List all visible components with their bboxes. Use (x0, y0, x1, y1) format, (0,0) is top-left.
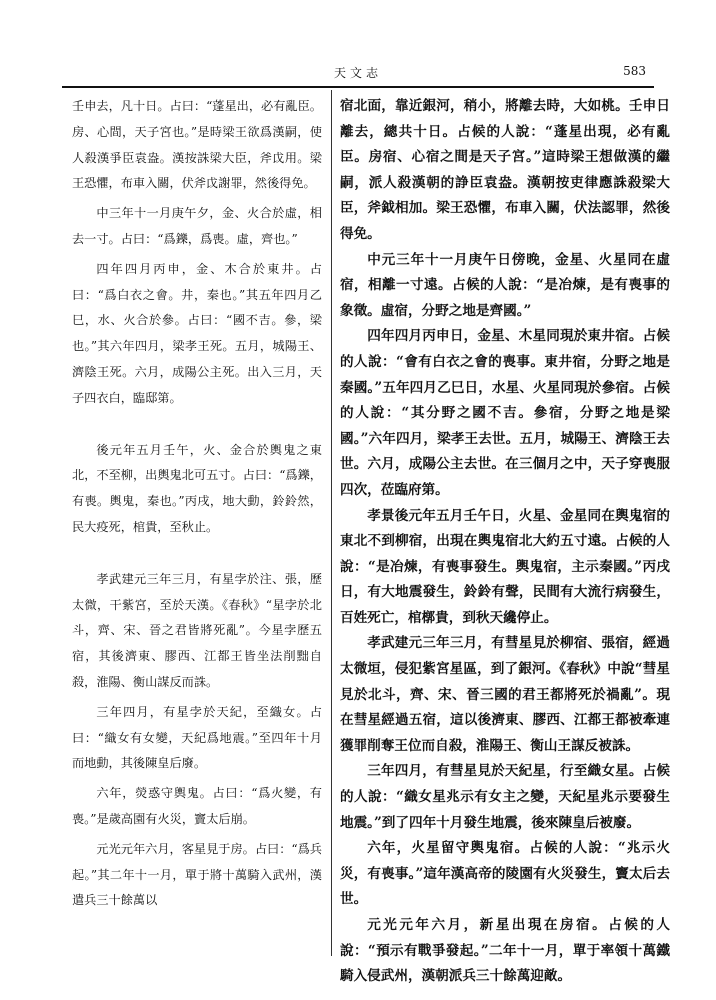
translation-paragraph-3: 四年四月丙申日，金星、木星同現於東井宿。占候的人說：“會有白衣之會的喪事。東井宿，分野之地是秦國。”五年四月乙巳日，水星、火星同現於參宿。占候的人說：“其分野之國不吉。參宿，分野之地是梁國。”六年四月，梁孝王去世。五月，城陽王、濟陰王去世。六月，成陽公主去世。在三個月之中，天子穿喪服四次，莅臨府第。 (340, 328, 670, 498)
translation-paragraph-5: 孝武建元三年三月，有彗星見於柳宿、張宿，經過太微垣，侵犯紫宮星區，到了銀河。《春秋》中說“彗星見於北斗，齊、宋、晉三國的君王都將死於禍亂”。現在彗星經過五宿，這以後濟東、膠西、江都王都被牽連獲罪削奪王位而自殺，淮陽王、衡山王謀反被誅。 (340, 635, 670, 754)
translation-paragraph-2: 中元三年十一月庚午日傍晚，金星、火星同在虛宿，相離一寸遠。占候的人說：“是冶煉，是有喪事的象徵。虛宿，分野之地是齊國。” (340, 251, 670, 319)
header-rule (62, 86, 654, 88)
classical-text-column (72, 94, 322, 914)
classical-paragraph-7: 六年，熒惑守輿鬼。占曰：“爲火變，有喪。”是歲高園有火災，竇太后崩。 (72, 786, 322, 826)
translation-paragraph-7: 六年，火星留守輿鬼宿。占候的人說：“兆示火災，有喪事。”這年漢高帝的陵園有火災發生，竇太后去世。 (340, 840, 670, 908)
classical-paragraph-6: 三年四月，有星孛於天紀，至織女。占曰：“織女有女變，天紀爲地震。”至四年十月而地動，其後陳皇后廢。 (72, 704, 322, 771)
running-header-title: 天文志 (333, 66, 382, 80)
classical-paragraph-8: 元光元年六月，客星見于房。占曰：“爲兵起。”其二年十一月，單于將十萬騎入武州，漢遣兵三十餘萬以 (72, 841, 322, 908)
classical-paragraph-5: 孝武建元三年三月，有星孛於注、張，歷太微，干紫宮，至於天漢。《春秋》“星孛於北斗，齊、宋、晉之君皆將死亂”。今星孛歷五宿，其後濟東、膠西、江都王皆坐法削黜自殺，淮陽、衡山謀反而誅。 (72, 571, 322, 689)
column-divider (331, 90, 332, 956)
translation-paragraph-8: 元光元年六月，新星出現在房宿。占候的人說：“預示有戰爭發起。”二年十一月，單于率領十萬鐵騎入侵武州，漢朝派兵三十餘萬迎敵。 (340, 917, 670, 985)
page-number: 583 (623, 64, 646, 78)
translation-column (340, 94, 670, 990)
translation-paragraph-4: 孝景後元年五月壬午日，火星、金星同在輿鬼宿的東北不到柳宿，出現在輿鬼宿北大約五寸遠。占候的人說：“是冶煉，有喪事發生。輿鬼宿，主示秦國。”丙戌日，有大地震發生，鈴鈴有聲，民間有大流行病發生，百姓死亡，棺槨貴，到秋天纔停止。 (340, 507, 670, 626)
translation-paragraph-6: 三年四月，有彗星見於天紀星，行至織女星。占候的人說：“織女星兆示有女主之變，天紀星兆示要發生地震。”到了四年十月發生地震，後來陳皇后被廢。 (340, 763, 670, 831)
classical-paragraph-4: 後元年五月壬午，火、金合於輿鬼之東北，不至柳，出輿鬼北可五寸。占曰：“爲鑠，有喪。輿鬼，秦也。”丙戌，地大動，鈴鈴然，民大疫死，棺貴，至秋止。 (72, 442, 322, 534)
translation-paragraph-1: 宿北面，靠近銀河，稍小，將離去時，大如桃。壬申日離去，總共十日。占候的人說：“蓬星出現，必有亂臣。房宿、心宿之間是天子宮。”這時梁王想做漢的繼嗣，派人殺漢朝的諍臣袁盎。漢朝按吏律應誅殺梁大臣，斧鉞相加。梁王恐懼，布車入關，伏法認罪，然後得免。 (340, 98, 670, 242)
classical-paragraph-1: 壬申去，凡十日。占曰：“蓬星出，必有亂臣。房、心間，天子宮也。”是時梁王欲爲漢嗣，使人殺漢爭臣袁盎。漢按誅梁大臣，斧戉用。梁王恐懼，布車入關，伏斧戉謝罪，然後得免。 (72, 99, 322, 191)
classical-paragraph-3: 四年四月丙申，金、木合於東井。占曰：“爲白衣之會。井，秦也。”其五年四月乙巳，水、火合於參。占曰：“國不吉。參，梁也。”其六年四月，梁孝王死。五月，城陽王、濟陰王死。六月，成陽公主死。出入三月，天子四衣白，臨邸第。 (72, 261, 322, 405)
classical-paragraph-2: 中三年十一月庚午夕，金、火合於虛，相去一寸。占曰：“爲鑠，爲喪。虛，齊也。” (72, 206, 322, 246)
